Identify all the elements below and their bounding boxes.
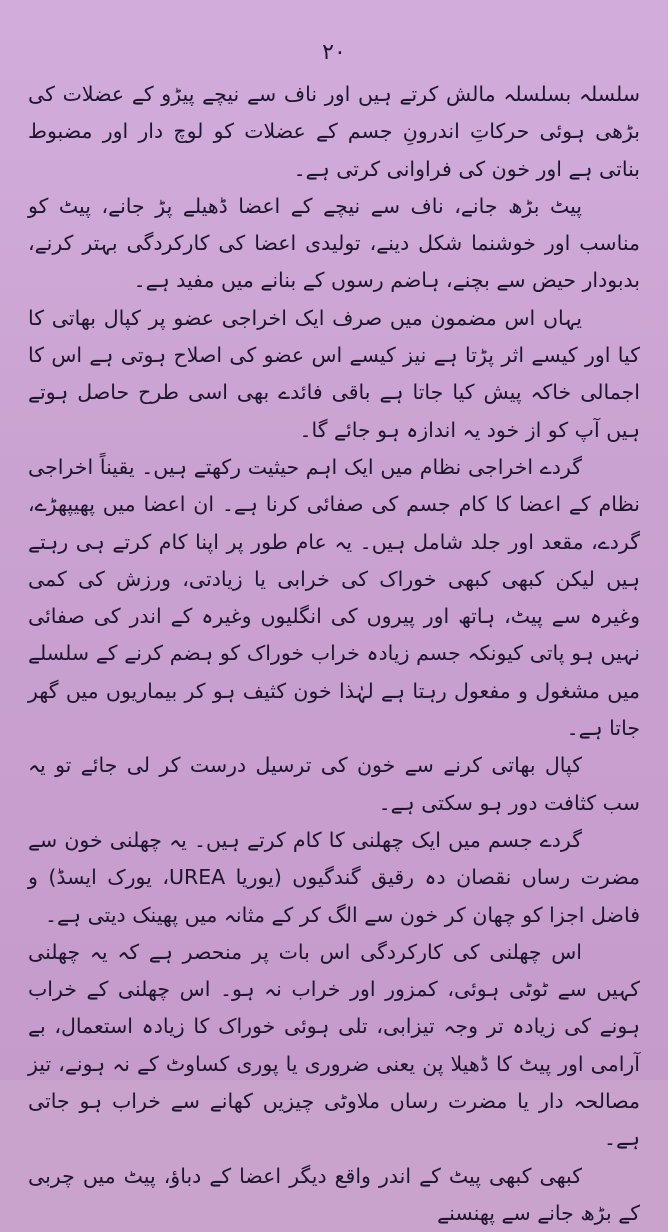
paragraph-8: کبھی کبھی پیٹ کے اندر واقع دیگر اعضا کے دباؤ، پیٹ میں چربی کے بڑھ جانے سے پھنسنے <box>28 1163 640 1225</box>
paragraph-5: کپال بھاتی کرنے سے خون کی ترسیل درست کر لی جائے تو یہ سب کثافت دور ہو سکتی ہے۔ <box>28 753 640 815</box>
paragraph-1: سلسلہ بسلسلہ مالش کرتے ہیں اور ناف سے نیچے پیڑو کے عضلات کی بڑھی ہوئی حرکاتِ اندرونِ جسم کے عضلات کو لوچ دار اور مضبوط بناتی ہے اور خون کی فراوانی کرتی ہے۔ <box>28 82 640 181</box>
paragraph-4: گردے اخراجی نظام میں ایک اہم حیثیت رکھتے ہیں۔ یقیناً اخراجی نظام کے اعضا کا کام جسم کی صفائی کرنا ہے۔ ان اعضا میں پھیپھڑے، گردے، مقعد اور جلد شامل ہیں۔ یہ عام طور پر اپنا کام کرتے ہی رہتے ہیں لیکن کبھی کبھی خوراک کی خرابی یا زیادتی، ورزش کی کمی وغیرہ سے پیٹ، ہاتھ اور پیروں کی انگلیوں وغیرہ کے اندر کی صفائی نہیں ہو پاتی کیونکہ جسم زیادہ خراب خوراک کو ہضم کرنے کے سلسلے میں مشغول و مفعول رہتا ہے لہٰذا خون کثیف ہو کر بیماریوں میں گھر جاتا ہے۔ <box>28 454 640 741</box>
paragraph-2: پیٹ بڑھ جانے، ناف سے نیچے کے اعضا ڈھیلے پڑ جانے، پیٹ کو مناسب اور خوشنما شکل دینے، تولیدی اعضا کی کارکردگی بہتر کرنے، بدبودار حیض سے بچنے، ہاضم رسوں کے بنانے میں مفید ہے۔ <box>28 193 640 293</box>
paragraph-3: یہاں اس مضمون میں صرف ایک اخراجی عضو پر کپال بھاتی کا کیا اور کیسے اثر پڑتا ہے نیز کیسے اس عضو کی اصلاح ہوتی ہے اس کا اجمالی خاکہ پیش کیا جاتا ہے باقی فائدے بھی اسی طرح حاصل ہوتے ہیں آپ کو از خود یہ اندازہ ہو جائے گا۔ <box>28 305 640 442</box>
page-number: ۲۰ <box>322 40 346 65</box>
paragraph-6: گردے جسم میں ایک چھلنی کا کام کرتے ہیں۔ یہ چھلنی خون سے مضرت رساں نقصان دہ رقیق گندگیوں (یوریا UREA، یورک ایسڈ) و فاضل اجزا کو چھان کر خون سے الگ کر کے مثانہ میں پھینک دیتی ہے۔ <box>28 827 641 927</box>
paragraph-7: اس چھلنی کی کارکردگی اس بات پر منحصر ہے کہ یہ چھلنی کہیں سے ٹوٹی ہوئی، کمزور اور خراب نہ ہو۔ اس چھلنی کے خراب ہونے کی زیادہ تر وجہ تیزابی، تلی ہوئی خوراک کا زیادہ استعمال، بے آرامی اور پیٹ کا ڈھیلا پن یعنی ضروری یا پوری کساوٹ کے نہ ہونے، تیز مصالحہ دار یا مضرت رساں ملاوٹی چیزیں کھانے سے خراب ہو جاتی ہے۔ <box>28 939 640 1151</box>
page-body-text <box>28 76 640 1232</box>
